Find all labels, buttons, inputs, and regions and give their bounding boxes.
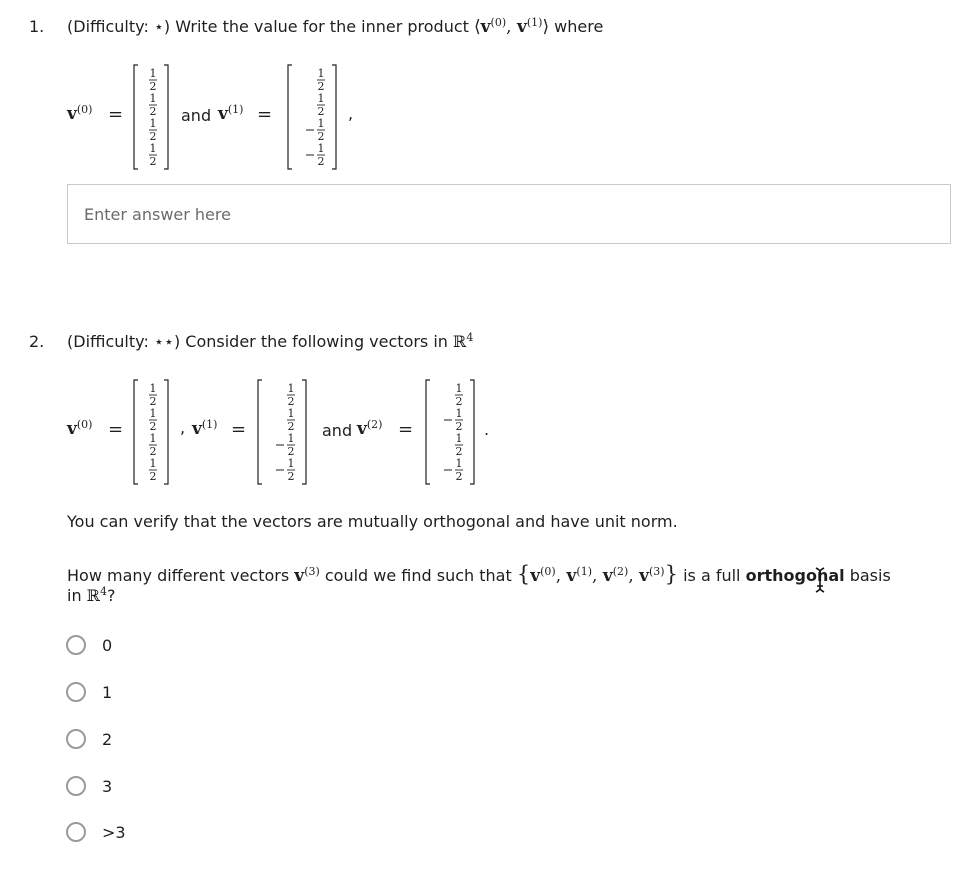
vector-entry bbox=[149, 457, 157, 483]
vector-entry bbox=[149, 432, 157, 458]
svg-text:1: 1 bbox=[287, 382, 295, 395]
answer-box[interactable] bbox=[67, 184, 951, 244]
real-space-symbol: ℝ$^4$ bbox=[453, 331, 474, 351]
svg-text:2: 2 bbox=[287, 445, 295, 458]
svg-text:1: 1 bbox=[149, 67, 157, 80]
basis-set-expression: {$v^{(0)}$, $v^{(1)}$, $v^{(2)}$, $v^{(3)}$} bbox=[516, 562, 678, 586]
vector-entry bbox=[149, 117, 157, 143]
q1-v0-label: $v^{(0)}$ bbox=[67, 103, 93, 124]
svg-text:2: 2 bbox=[317, 80, 325, 93]
vector-entry bbox=[149, 407, 157, 433]
svg-text:2: 2 bbox=[455, 445, 463, 458]
vector-entry bbox=[149, 92, 157, 118]
option-1[interactable]: 1 bbox=[66, 679, 112, 705]
radio-option-2[interactable] bbox=[66, 729, 86, 749]
svg-text:2: 2 bbox=[149, 130, 157, 143]
svg-text:1: 1 bbox=[455, 407, 463, 420]
q1-and-text: and bbox=[181, 106, 212, 125]
q2-equals-3: = bbox=[398, 419, 414, 440]
q1-v0-matrix-svg bbox=[132, 63, 170, 171]
right-bracket bbox=[470, 380, 474, 484]
q2-equals-2: = bbox=[231, 419, 247, 440]
q2-v0-label: $v^{(0)}$ bbox=[67, 418, 93, 439]
question-2-number: 2. bbox=[29, 332, 45, 351]
svg-text:1: 1 bbox=[317, 67, 325, 80]
vector-entry bbox=[276, 432, 295, 458]
vector-entry bbox=[455, 382, 463, 408]
svg-text:2: 2 bbox=[455, 395, 463, 408]
verify-text: You can verify that the vectors are mutually orthogonal and have unit norm. bbox=[67, 512, 678, 531]
text-cursor-icon bbox=[814, 566, 826, 594]
svg-text:1: 1 bbox=[287, 407, 295, 420]
vector-entry bbox=[149, 382, 157, 408]
svg-text:1: 1 bbox=[287, 457, 295, 470]
svg-text:1: 1 bbox=[149, 407, 157, 420]
svg-text:1: 1 bbox=[149, 142, 157, 155]
option-3[interactable]: 3 bbox=[66, 773, 112, 799]
question-1-difficulty-text: (Difficulty: ⋆) Write the value for the inner product bbox=[67, 17, 469, 36]
orthogonal-bold-word: orthogonal bbox=[745, 566, 845, 585]
radio-option-3[interactable] bbox=[66, 776, 86, 796]
svg-text:1: 1 bbox=[149, 382, 157, 395]
question-1-prompt bbox=[67, 17, 603, 37]
svg-text:2: 2 bbox=[317, 130, 325, 143]
radio-option-greater-than-3[interactable] bbox=[66, 822, 86, 842]
vector-entry bbox=[317, 67, 325, 93]
left-bracket bbox=[288, 65, 292, 169]
svg-text:2: 2 bbox=[149, 470, 157, 483]
svg-text:2: 2 bbox=[149, 395, 157, 408]
option-greater-than-3[interactable]: >3 bbox=[66, 819, 126, 845]
vector-entry bbox=[444, 407, 463, 433]
vector-entry bbox=[317, 92, 325, 118]
vector-entry bbox=[444, 457, 463, 483]
q1-v1-matrix bbox=[286, 63, 338, 175]
q1-equals-2: = bbox=[257, 104, 273, 125]
q2-v1-matrix bbox=[256, 378, 308, 490]
svg-text:2: 2 bbox=[317, 155, 325, 168]
svg-text:1: 1 bbox=[455, 457, 463, 470]
answer-input[interactable] bbox=[68, 185, 950, 243]
q2-v2-label: $v^{(2)}$ bbox=[357, 418, 383, 439]
right-bracket bbox=[332, 65, 336, 169]
question-1-number: 1. bbox=[29, 17, 45, 36]
q1-v0-matrix bbox=[132, 63, 170, 175]
svg-text:1: 1 bbox=[317, 117, 325, 130]
q2-comma-1: , bbox=[180, 418, 186, 437]
svg-text:2: 2 bbox=[287, 420, 295, 433]
vector-entry bbox=[287, 382, 295, 408]
q1-equals-1: = bbox=[108, 104, 124, 125]
radio-option-0[interactable] bbox=[66, 635, 86, 655]
svg-text:1: 1 bbox=[317, 142, 325, 155]
right-bracket bbox=[164, 380, 168, 484]
svg-text:2: 2 bbox=[455, 470, 463, 483]
vector-entry bbox=[276, 457, 295, 483]
q2-period: . bbox=[484, 420, 490, 439]
svg-text:1: 1 bbox=[287, 432, 295, 445]
svg-text:2: 2 bbox=[455, 420, 463, 433]
q1-v1-label: $v^{(1)}$ bbox=[218, 103, 244, 124]
right-bracket bbox=[164, 65, 168, 169]
vector-entry bbox=[287, 407, 295, 433]
q2-v0-matrix-svg bbox=[132, 378, 170, 486]
question-2-line-1: How many different vectors $v^{(3)}$ could we find such that {$v^{(0)}$, $v^{(1)}$, $v^{(2)}$, $v^{(3)}$} is a full orthogonal basis bbox=[67, 562, 891, 586]
svg-text:2: 2 bbox=[149, 80, 157, 93]
q2-equals-1: = bbox=[108, 419, 124, 440]
question-1-where: where bbox=[554, 17, 604, 36]
q1-v1-matrix-svg bbox=[286, 63, 338, 171]
q1-trailing-comma: , bbox=[348, 104, 354, 123]
q2-v0-matrix bbox=[132, 378, 170, 490]
right-bracket bbox=[302, 380, 306, 484]
left-bracket bbox=[134, 380, 138, 484]
option-2[interactable]: 2 bbox=[66, 726, 112, 752]
svg-text:2: 2 bbox=[287, 470, 295, 483]
svg-text:1: 1 bbox=[455, 432, 463, 445]
v3-symbol: $v^{(3)}$ bbox=[294, 565, 320, 586]
left-bracket bbox=[134, 65, 138, 169]
svg-text:1: 1 bbox=[455, 382, 463, 395]
vector-entry bbox=[306, 117, 325, 143]
question-2-line-2: in ℝ$^4$? bbox=[67, 585, 116, 605]
vector-entry bbox=[149, 142, 157, 168]
svg-text:2: 2 bbox=[287, 395, 295, 408]
question-2-prompt bbox=[67, 332, 473, 351]
radio-option-1[interactable] bbox=[66, 682, 86, 702]
svg-text:1: 1 bbox=[149, 117, 157, 130]
svg-text:1: 1 bbox=[149, 432, 157, 445]
q2-v1-matrix-svg bbox=[256, 378, 308, 486]
left-bracket bbox=[426, 380, 430, 484]
svg-text:2: 2 bbox=[149, 445, 157, 458]
question-2-difficulty-text: (Difficulty: ⋆⋆) Consider the following vectors in bbox=[67, 332, 448, 351]
q2-v1-label: $v^{(1)}$ bbox=[192, 418, 218, 439]
vector-entry bbox=[149, 67, 157, 93]
q2-v2-matrix bbox=[424, 378, 476, 490]
svg-text:1: 1 bbox=[317, 92, 325, 105]
svg-text:2: 2 bbox=[149, 105, 157, 118]
svg-text:2: 2 bbox=[149, 155, 157, 168]
vector-entry bbox=[455, 432, 463, 458]
svg-text:2: 2 bbox=[317, 105, 325, 118]
svg-text:1: 1 bbox=[149, 457, 157, 470]
q2-v2-matrix-svg bbox=[424, 378, 476, 486]
option-0[interactable]: 0 bbox=[66, 632, 112, 658]
svg-text:1: 1 bbox=[149, 92, 157, 105]
left-bracket bbox=[258, 380, 262, 484]
inner-product-expression: $⟨v^{(0)}$, $v^{(1)}⟩$ bbox=[474, 16, 550, 37]
svg-text:2: 2 bbox=[149, 420, 157, 433]
q2-and-text: and bbox=[322, 421, 353, 440]
vector-entry bbox=[306, 142, 325, 168]
